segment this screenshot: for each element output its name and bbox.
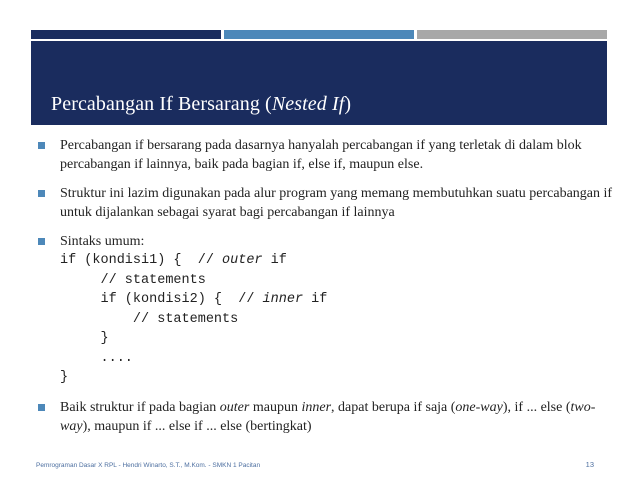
bullet-2 xyxy=(36,184,618,222)
code-line: // statements xyxy=(60,272,206,288)
code-line: if (kondisi1) { // outer if xyxy=(60,253,287,268)
decor-bar-blue xyxy=(224,30,414,39)
title-band xyxy=(31,41,607,125)
code-block xyxy=(60,251,618,388)
bullet-text: Baik struktur if pada bagian outer maupun inner, dapat berupa if saja (one-way), if ... else (two-way), maupun if ... else if ... else (bertingkat) xyxy=(60,399,596,434)
bullet-square-icon xyxy=(38,238,45,245)
bullet-square-icon xyxy=(38,142,45,149)
title-end: ) xyxy=(344,93,352,115)
code-line: .... xyxy=(60,350,133,366)
bullet-1 xyxy=(36,136,618,174)
bullet-text: Percabangan if bersarang pada dasarnya hanyalah percabangan if yang terletak di dalam blok percabangan if lainnya, baik pada bagian if, else if, maupun else. xyxy=(60,138,582,172)
page-number: 13 xyxy=(585,460,594,469)
decor-bar-navy xyxy=(31,30,221,39)
decor-bar-gray xyxy=(417,30,607,39)
code-line: } xyxy=(60,331,109,346)
code-line: } xyxy=(60,370,69,385)
title-main: Percabangan If Bersarang ( xyxy=(51,93,272,115)
slide-content xyxy=(36,136,618,446)
code-line: if (kondisi2) { // inner if xyxy=(60,292,328,307)
slide-title xyxy=(51,93,351,116)
bullet-square-icon xyxy=(38,190,45,197)
bullet-syntax xyxy=(36,232,618,388)
bullet-text: Struktur ini lazim digunakan pada alur program yang memang membutuhkan suatu percabangan if untuk dijalankan sebagai syarat bagi percabangan if lainnya xyxy=(60,186,613,220)
bullet-4 xyxy=(36,398,618,436)
top-decor-bars xyxy=(31,30,607,39)
title-italic: Nested If xyxy=(271,93,345,115)
bullet-square-icon xyxy=(38,404,45,411)
code-line: // statements xyxy=(60,311,239,327)
slide-footer: Pemrograman Dasar X RPL - Hendri Winarto, S.T., M.Kom. - SMKN 1 Pacitan xyxy=(36,462,261,469)
syntax-label: Sintaks umum: xyxy=(60,234,145,249)
